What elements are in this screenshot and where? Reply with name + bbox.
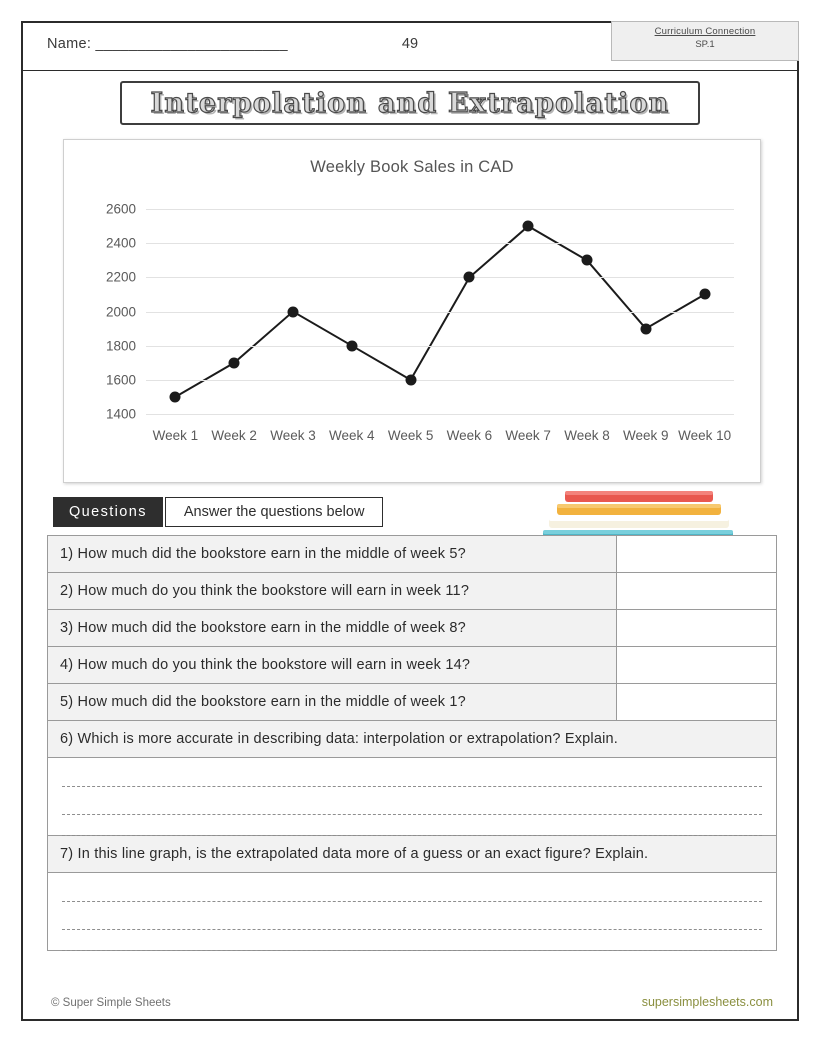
table-row (48, 536, 777, 573)
question-text: 3) How much did the bookstore earn in the middle of week 8? (48, 610, 617, 647)
answer-field[interactable] (617, 610, 777, 647)
questions-banner-label: Questions (53, 497, 163, 527)
x-axis-tick-label: Week 5 (387, 428, 434, 443)
question-text: 7) In this line graph, is the extrapolated data more of a guess or an exact figure? Explain. (48, 836, 777, 873)
y-axis-tick-label: 1800 (105, 338, 136, 354)
chart-gridline (146, 209, 734, 210)
name-field-label[interactable]: Name: _______________________ (47, 36, 288, 52)
question-text: 1) How much did the bookstore earn in the middle of week 5? (48, 536, 617, 573)
y-axis-tick-label: 1400 (105, 406, 136, 422)
table-row (48, 836, 777, 873)
question-text: 4) How much do you think the bookstore will earn in week 14? (48, 647, 617, 684)
answer-field[interactable] (617, 573, 777, 610)
question-text: 6) Which is more accurate in describing data: interpolation or extrapolation? Explain. (48, 721, 777, 758)
table-row (48, 573, 777, 610)
answer-lines-field[interactable] (48, 873, 777, 951)
chart-gridline (146, 380, 734, 381)
table-row (48, 647, 777, 684)
answer-lines-field[interactable] (48, 758, 777, 836)
table-row (48, 873, 777, 951)
answer-lines (48, 758, 776, 835)
writing-line (62, 901, 762, 902)
y-axis-tick-label: 2200 (105, 269, 136, 285)
curriculum-connection-title: Curriculum Connection (654, 26, 756, 37)
chart-gridline (146, 312, 734, 313)
data-point-marker (464, 272, 475, 283)
x-axis-tick-label: Week 6 (446, 428, 493, 443)
worksheet-header (23, 23, 797, 71)
x-axis-tick-label: Week 8 (564, 428, 610, 443)
table-row (48, 684, 777, 721)
curriculum-connection-code: SP.1 (695, 39, 715, 50)
y-axis-tick-label: 2000 (105, 304, 136, 320)
questions-banner-instruction: Answer the questions below (165, 497, 384, 527)
x-axis-tick-label: Week 3 (270, 428, 316, 443)
writing-line (62, 929, 762, 930)
chart-gridline (146, 277, 734, 278)
answer-field[interactable] (617, 684, 777, 721)
footer-website[interactable]: supersimplesheets.com (641, 995, 773, 1009)
table-row (48, 721, 777, 758)
x-axis-tick-label: Week 1 (152, 428, 199, 443)
title-container (23, 81, 797, 127)
x-axis-tick-label: Week 10 (678, 428, 732, 443)
data-point-marker (699, 289, 710, 300)
chart-gridline (146, 346, 734, 347)
data-point-marker (288, 306, 299, 317)
question-text: 5) How much did the bookstore earn in the middle of week 1? (48, 684, 617, 721)
curriculum-connection-box (611, 21, 799, 61)
questions-banner (53, 497, 383, 527)
question-text: 2) How much do you think the bookstore will earn in week 11? (48, 573, 617, 610)
page-number: 49 (401, 36, 419, 52)
chart-gridline (146, 243, 734, 244)
x-axis-tick-label: Week 4 (329, 428, 375, 443)
x-axis-tick-label: Week 9 (623, 428, 669, 443)
writing-line (62, 950, 762, 951)
data-point-marker (405, 374, 416, 385)
title-box (120, 81, 700, 125)
answer-lines (48, 873, 776, 950)
chart-gridline (146, 414, 734, 415)
table-row (48, 758, 777, 836)
y-axis-tick-label: 1600 (105, 372, 136, 388)
data-point-marker (523, 221, 534, 232)
writing-line (62, 814, 762, 815)
chart-panel (63, 139, 761, 483)
questions-table (47, 535, 777, 951)
x-axis-tick-label: Week 2 (211, 428, 257, 443)
data-point-marker (229, 357, 240, 368)
table-row (48, 610, 777, 647)
x-axis-tick-label: Week 7 (505, 428, 551, 443)
answer-field[interactable] (617, 647, 777, 684)
writing-line (62, 835, 762, 836)
writing-line (62, 786, 762, 787)
page-title: Interpolation and Extrapolation (150, 87, 670, 119)
worksheet-border (21, 21, 799, 1021)
line-chart-plot-area (105, 192, 734, 443)
y-axis-tick-label: 2600 (105, 201, 136, 217)
footer-copyright: © Super Simple Sheets (51, 997, 171, 1009)
data-point-marker (640, 323, 651, 334)
data-point-marker (582, 255, 593, 266)
chart-title: Weekly Book Sales in CAD (310, 158, 514, 176)
answer-field[interactable] (617, 536, 777, 573)
y-axis-tick-label: 2400 (105, 235, 136, 251)
data-point-marker (346, 340, 357, 351)
data-point-marker (170, 391, 181, 402)
